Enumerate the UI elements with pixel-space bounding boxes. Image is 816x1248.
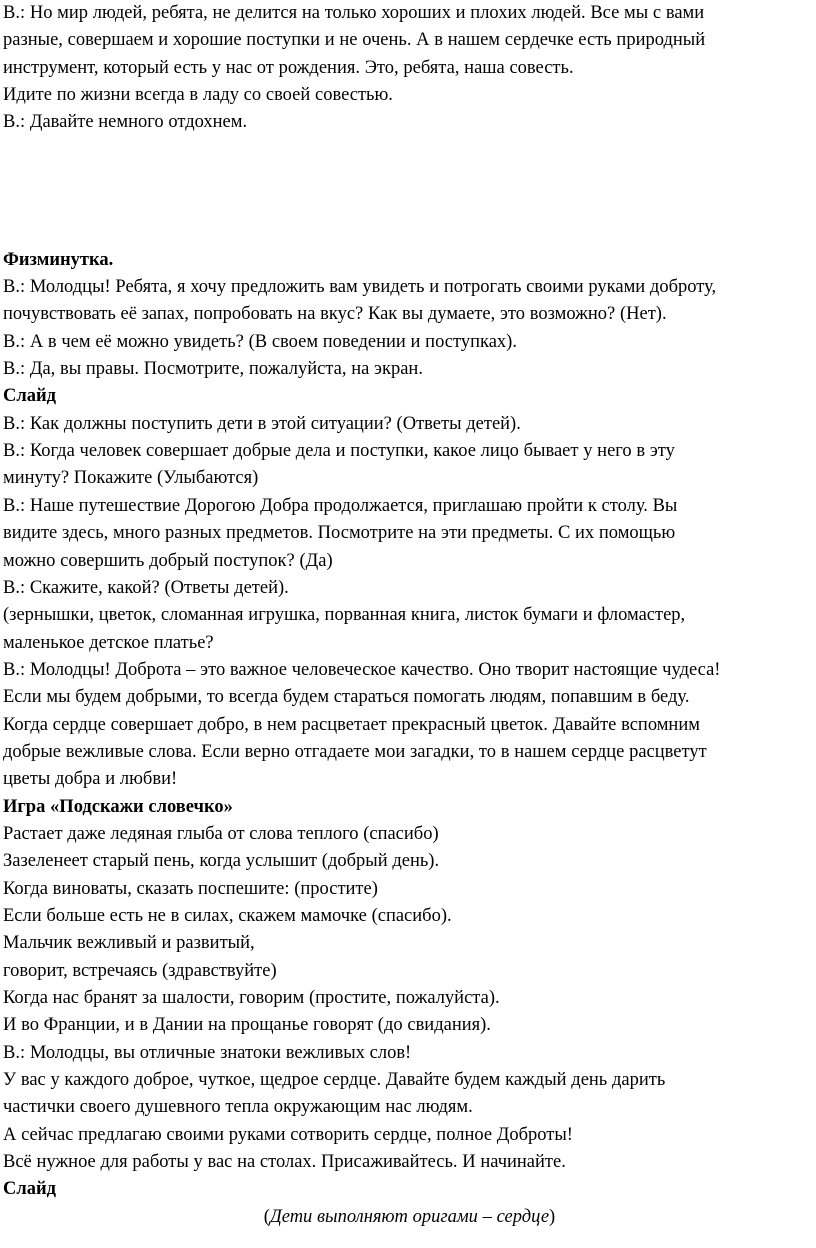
text-line: минуту? Покажите (Улыбаются): [3, 468, 259, 489]
heading-slide: Слайд: [3, 386, 57, 407]
text-line: добрые вежливые слова. Если верно отгадаете мои загадки, то в нашем сердце расцветут: [3, 741, 707, 762]
paren-close: ): [549, 1206, 556, 1227]
text-line: В.: Скажите, какой? (Ответы детей).: [3, 577, 289, 598]
text-line: А сейчас предлагаю своими руками сотворить сердце, полное Доброты!: [3, 1124, 573, 1145]
heading-slide: Слайд: [3, 1179, 57, 1200]
text-line: Когда сердце совершает добро, в нем расцветает прекрасный цветок. Давайте вспомним: [3, 714, 700, 735]
text-line: цветы добра и любви!: [3, 769, 178, 790]
text-line: Мальчик вежливый и развитый,: [3, 933, 255, 954]
text-line: Когда нас бранят за шалости, говорим (простите, пожалуйста).: [3, 988, 500, 1008]
final-remark: [3, 1204, 816, 1231]
text-line: видите здесь, много разных предметов. Посмотрите на эти предметы. С их помощью: [3, 523, 676, 544]
text-line: разные, совершаем и хорошие поступки и не очень. А в нашем сердечке есть природный: [3, 30, 706, 51]
heading-fizminutka: Физминутка.: [3, 249, 114, 270]
text-line: В.: Как должны поступить дети в этой ситуации? (Ответы детей).: [3, 413, 521, 434]
text-line: В.: Да, вы правы. Посмотрите, пожалуйста, на экран.: [3, 359, 423, 380]
paren-open: (: [263, 1206, 270, 1227]
text-line: (зернышки, цветок, сломанная игрушка, порванная книга, листок бумаги и фломастер,: [3, 605, 686, 626]
text-line: В.: Молодцы! Доброта – это важное человеческое качество. Оно творит настоящие чудеса!: [3, 659, 721, 680]
text-line: У вас у каждого доброе, чуткое, щедрое сердце. Давайте будем каждый день дарить: [3, 1070, 666, 1091]
text-line: В.: Давайте немного отдохнем.: [3, 112, 248, 133]
text-line: В.: Но мир людей, ребята, не делится на только хороших и плохих людей. Все мы с вами: [3, 3, 705, 23]
text-line: В.: Наше путешествие Дорогою Добра продолжается, приглашаю пройти к столу. Вы: [3, 495, 678, 516]
heading-game: Игра «Подскажи словечко»: [3, 796, 233, 817]
text-line: Идите по жизни всегда в ладу со своей совестью.: [3, 85, 393, 106]
text-line: инструмент, который есть у нас от рождения. Это, ребята, наша совесть.: [3, 57, 574, 78]
text-line: маленькое детское платье?: [3, 632, 214, 653]
text-line: частички своего душевного тепла окружающим нас людям.: [3, 1097, 473, 1118]
final-remark-text: Дети выполняют оригами – сердце: [269, 1206, 550, 1227]
text-line: И во Франции, и в Дании на прощанье говорят (до свидания).: [3, 1015, 491, 1036]
text-line: В.: Молодцы, вы отличные знатоки вежливых слов!: [3, 1042, 412, 1063]
text-line: говорит, встречаясь (здравствуйте): [3, 960, 277, 981]
text-line: В.: Когда человек совершает добрые дела и поступки, какое лицо бывает у него в эту: [3, 441, 675, 462]
text-line: Когда виноваты, сказать поспешите: (простите): [3, 878, 378, 899]
text-line: Зазеленеет старый пень, когда услышит (добрый день).: [3, 851, 440, 872]
text-line: Растает даже ледяная глыба от слова теплого (спасибо): [3, 823, 439, 844]
text-line: В.: А в чем её можно увидеть? (В своем поведении и поступках).: [3, 331, 517, 352]
text-line: В.: Молодцы! Ребята, я хочу предложить вам увидеть и потрогать своими руками доброту,: [3, 277, 717, 298]
text-line: можно совершить добрый поступок? (Да): [3, 550, 333, 571]
text-line: Всё нужное для работы у вас на столах. Присаживайтесь. И начинайте.: [3, 1152, 566, 1173]
text-line: Если больше есть не в силах, скажем мамочке (спасибо).: [3, 905, 452, 926]
text-line: почувствовать её запах, попробовать на вкус? Как вы думаете, это возможно? (Нет).: [3, 304, 667, 325]
text-line: Если мы будем добрыми, то всегда будем стараться помогать людям, попавшим в беду.: [3, 687, 690, 708]
